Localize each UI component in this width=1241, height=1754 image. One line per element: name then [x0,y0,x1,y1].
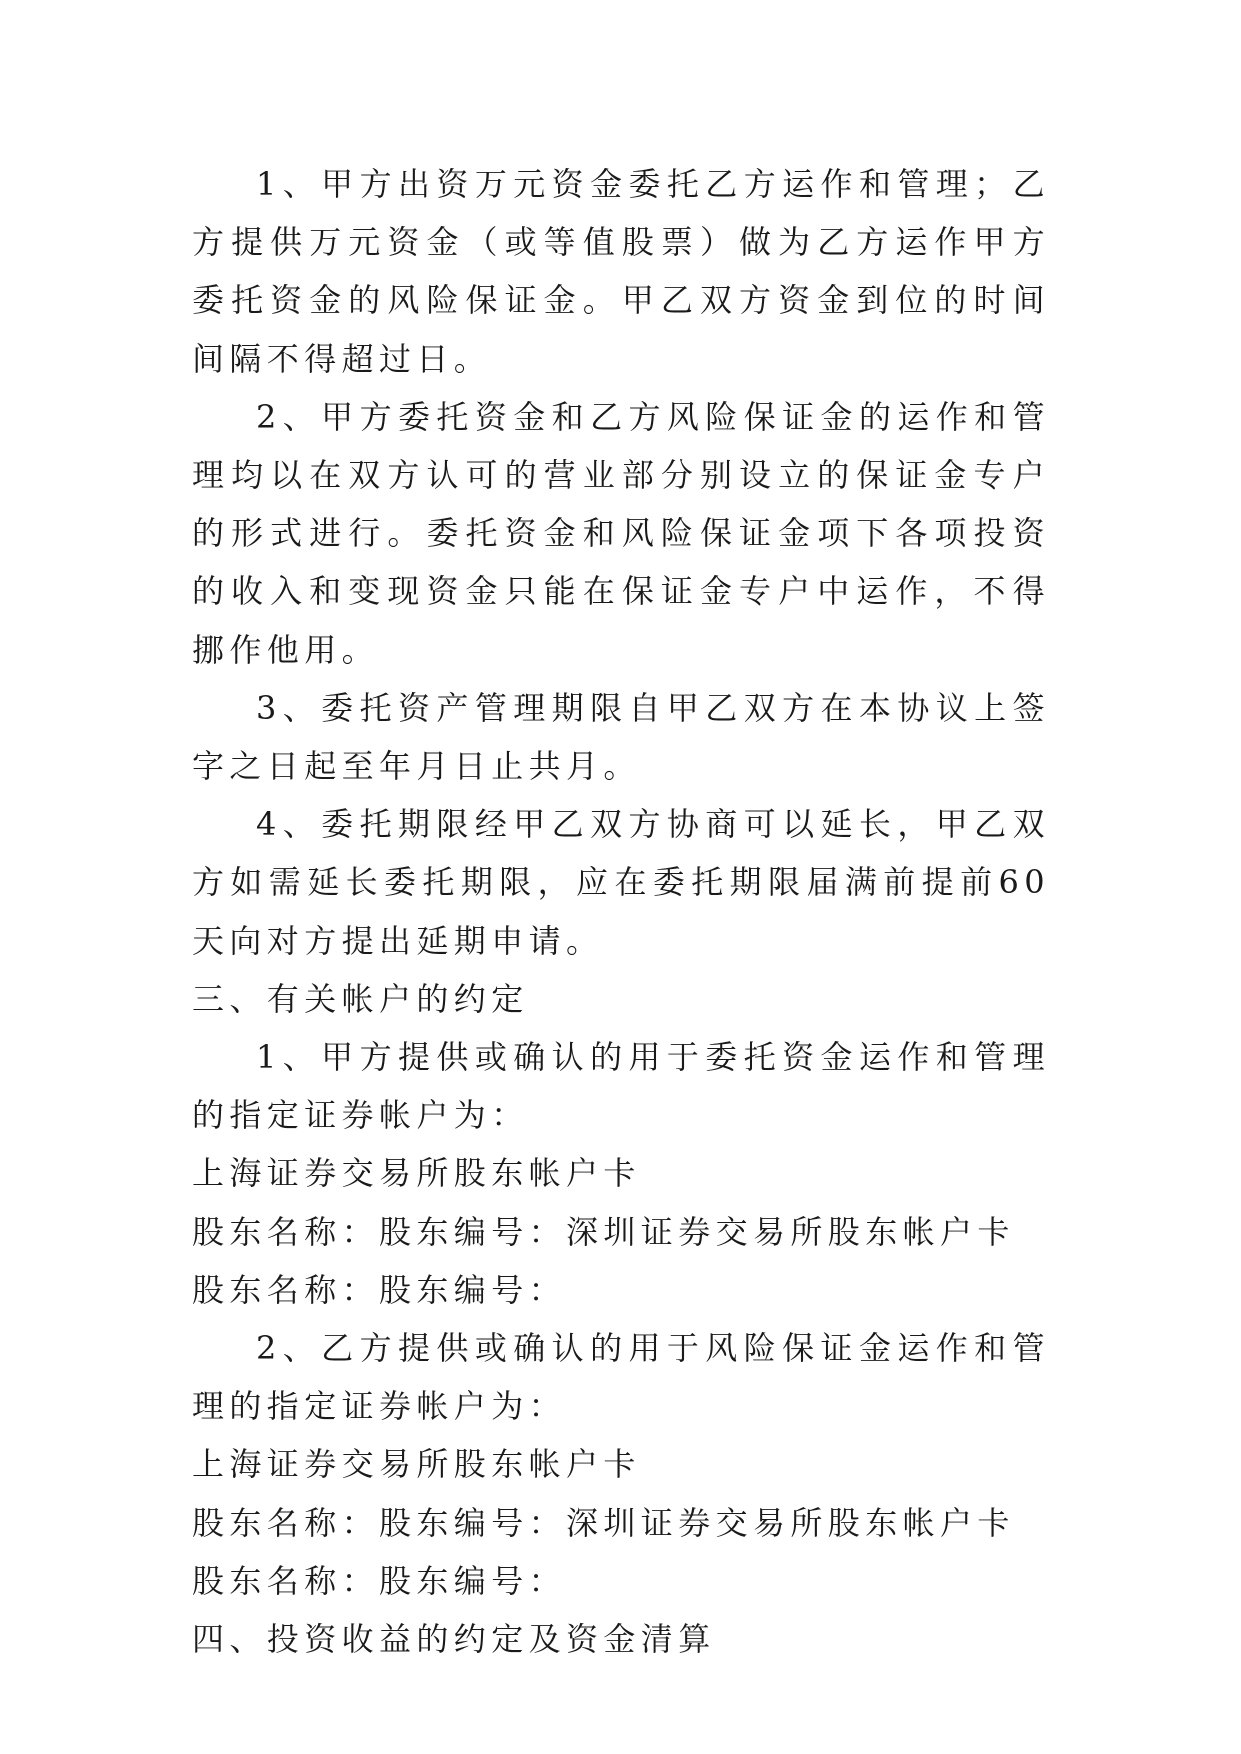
clause-4-extension: 4、委托期限经甲乙双方协商可以延长，甲乙双方如需延长委托期限，应在委托期限届满前提前60天向对方提出延期申请。 [192,805,1050,960]
shanghai-account-line-a: 上海证券交易所股东帐户卡 [192,1154,641,1193]
account-clause-1: 1、甲方提供或确认的用于委托资金运作和管理的指定证券帐户为： [192,1038,1050,1135]
shareholder-line-b2: 股东名称：股东编号： [192,1561,567,1600]
shareholder-line-b1: 股东名称：股东编号：深圳证券交易所股东帐户卡 [192,1503,1015,1542]
section-4-heading: 四、投资收益的约定及资金清算 [192,1620,716,1659]
section-3-heading: 三、有关帐户的约定 [192,979,529,1018]
shareholder-line-a1: 股东名称：股东编号：深圳证券交易所股东帐户卡 [192,1212,1015,1251]
clause-1-funding: 1、甲方出资万元资金委托乙方运作和管理；乙方提供万元资金（或等值股票）做为乙方运作甲方委托资金的风险保证金。甲乙双方资金到位的时间间隔不得超过日。 [192,165,1050,378]
clause-3-term: 3、委托资产管理期限自甲乙双方在本协议上签字之日起至年月日止共月。 [192,688,1050,786]
shareholder-line-a2: 股东名称：股东编号： [192,1270,567,1309]
clause-2-operation: 2、甲方委托资金和乙方风险保证金的运作和管理均以在双方认可的营业部分别设立的保证金专户的形式进行。委托资金和风险保证金项下各项投资的收入和变现资金只能在保证金专户中运作，不得挪作他用。 [192,397,1050,669]
shanghai-account-line-b: 上海证券交易所股东帐户卡 [192,1445,641,1484]
account-clause-2: 2、乙方提供或确认的用于风险保证金运作和管理的指定证券帐户为： [192,1329,1050,1426]
document-body [192,155,1050,1668]
